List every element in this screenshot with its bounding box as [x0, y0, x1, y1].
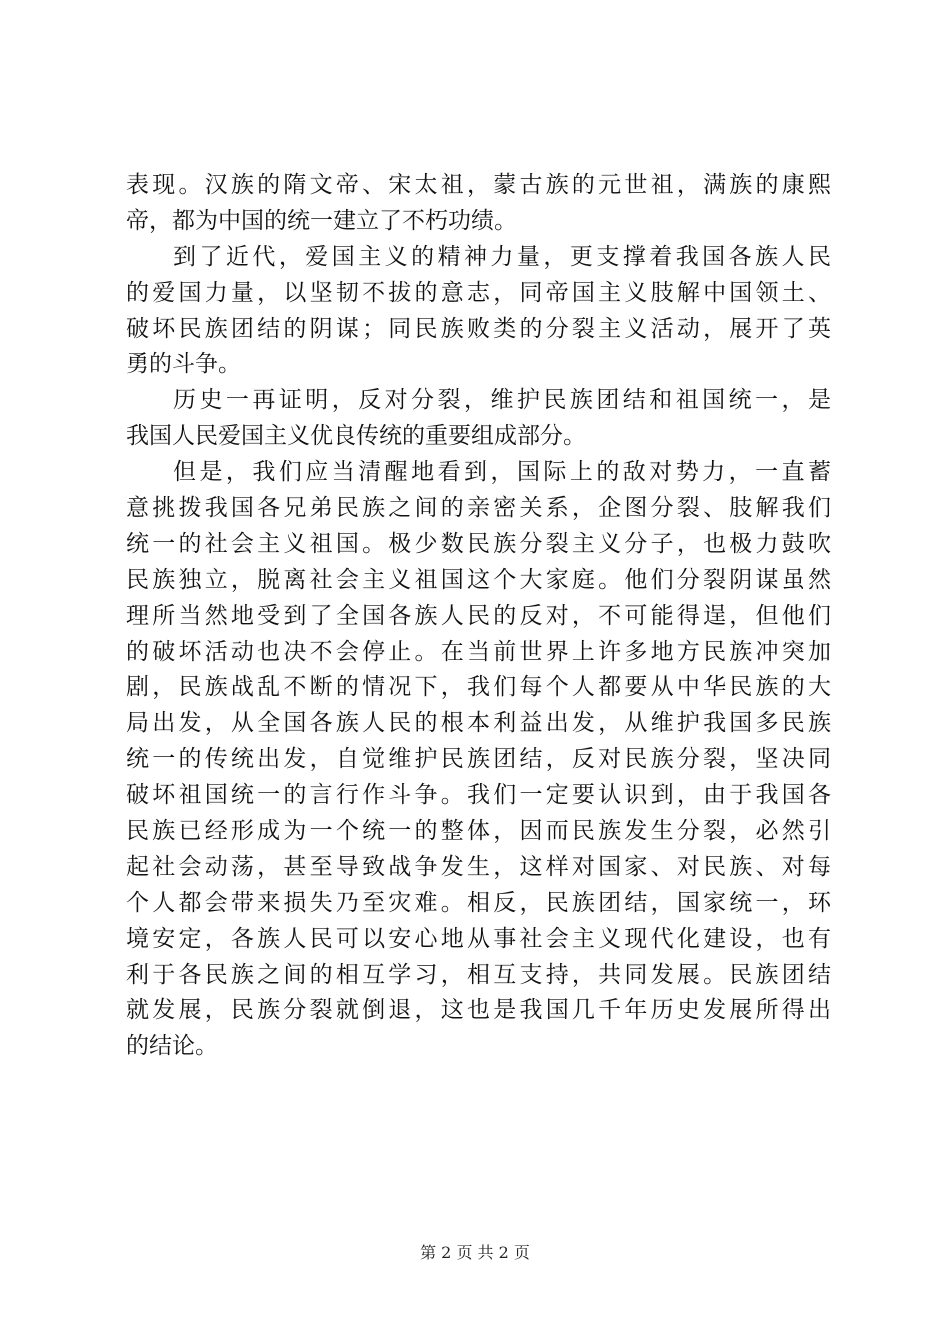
text-line: 统一的传统出发，自觉维护民族团结，反对民族分裂，坚决同 [126, 746, 831, 773]
text-line: 理所当然地受到了全国各族人民的反对，不可能得逞，但他们 [126, 602, 831, 629]
text-line: 的爱国力量，以坚韧不拔的意志，同帝国主义肢解中国领土、 [126, 279, 831, 306]
text-line: 我国人民爱国主义优良传统的重要组成部分。 [126, 423, 586, 450]
text-line: 破坏民族团结的阴谋；同民族败类的分裂主义活动，展开了英 [126, 315, 831, 342]
text-line: 民族独立，脱离社会主义祖国这个大家庭。他们分裂阴谋虽然 [126, 566, 831, 593]
text-line: 个人都会带来损失乃至灾难。相反，民族团结，国家统一，环 [126, 889, 831, 916]
paragraph-4 [126, 455, 831, 1065]
text-line: 统一的社会主义祖国。极少数民族分裂主义分子，也极力鼓吹 [126, 530, 831, 557]
text-line: 起社会动荡，甚至导致战争发生，这样对国家、对民族、对每 [126, 853, 831, 880]
text-line: 境安定，各族人民可以安心地从事社会主义现代化建设，也有 [126, 925, 831, 952]
text-line: 破坏祖国统一的言行作斗争。我们一定要认识到，由于我国各 [126, 782, 831, 809]
paragraph-1 [126, 168, 831, 240]
text-line: 历史一再证明，反对分裂，维护民族团结和祖国统一，是 [173, 387, 831, 414]
text-line: 剧，民族战乱不断的情况下，我们每个人都要从中华民族的大 [126, 674, 831, 701]
text-line: 帝，都为中国的统一建立了不朽功绩。 [126, 207, 517, 234]
text-line: 利于各民族之间的相互学习，相互支持，共同发展。民族团结 [126, 961, 831, 988]
document-body [126, 168, 831, 1065]
text-line: 的结论。 [126, 1033, 218, 1060]
paragraph-2 [126, 240, 831, 384]
text-line: 民族已经形成为一个统一的整体，因而民族发生分裂，必然引 [126, 818, 831, 845]
text-line: 勇的斗争。 [126, 351, 241, 378]
page-number-footer: 第 2 页 共 2 页 [420, 1243, 530, 1262]
text-line: 的破坏活动也决不会停止。在当前世界上许多地方民族冲突加 [126, 638, 831, 665]
text-line: 局出发，从全国各族人民的根本利益出发，从维护我国多民族 [126, 710, 831, 737]
text-line: 但是，我们应当清醒地看到，国际上的敌对势力，一直蓄 [173, 459, 831, 486]
text-line: 到了近代，爱国主义的精神力量，更支撑着我国各族人民 [173, 243, 831, 270]
text-line: 就发展，民族分裂就倒退，这也是我国几千年历史发展所得出 [126, 997, 831, 1024]
text-line: 表现。汉族的隋文帝、宋太祖，蒙古族的元世祖，满族的康熙 [126, 172, 831, 198]
paragraph-3 [126, 383, 831, 455]
text-line: 意挑拨我国各兄弟民族之间的亲密关系，企图分裂、肢解我们 [126, 495, 831, 522]
